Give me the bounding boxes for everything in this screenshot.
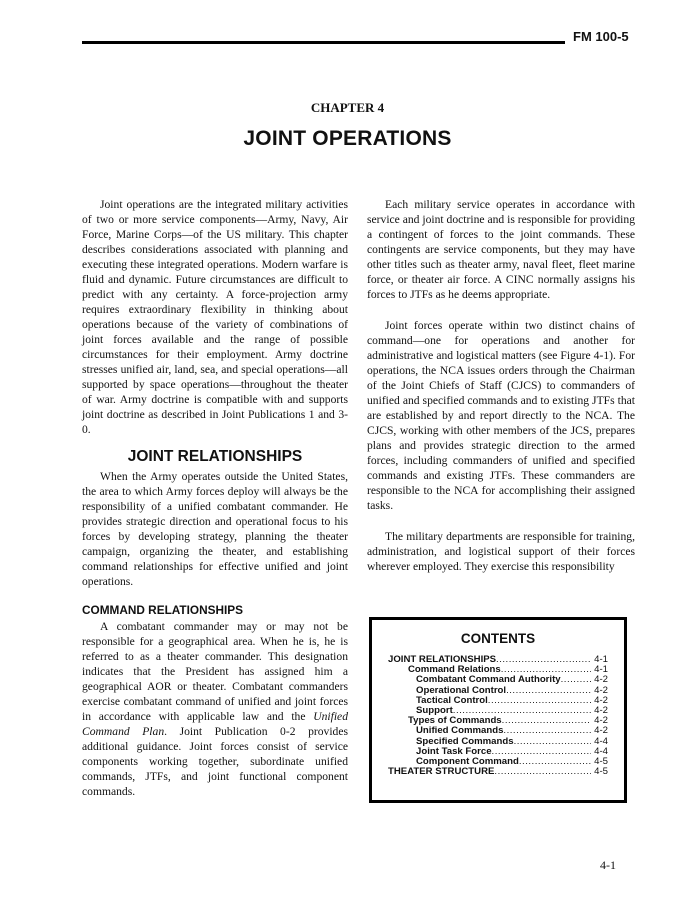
contents-item-leader (503, 726, 591, 736)
command-relationships-text-2: . Joint Publication 0-2 provides additional guidance. Joint forces consist of service components working together, subordinate unified commands, JTFs, and joint functional component commands. (82, 725, 348, 798)
section-heading-joint-relationships: JOINT RELATIONSHIPS (127, 448, 303, 465)
contents-item-label: JOINT RELATIONSHIPS (388, 654, 497, 665)
contents-item-page: 4-2 (594, 684, 608, 696)
contents-item-leader (502, 716, 591, 726)
contents-item-label: Component Command (416, 756, 519, 768)
contents-item-label: Tactical Control (416, 694, 488, 706)
contents-item-page: 4-4 (594, 745, 608, 757)
contents-item-leader (488, 696, 591, 706)
contents-item-label: Types of Commands (408, 715, 502, 727)
contents-item-page: 4-1 (594, 664, 608, 676)
header-rule (82, 41, 565, 44)
command-relationships-paragraph (82, 619, 348, 799)
contents-item-label: Joint Task Force (416, 745, 492, 757)
contents-title: CONTENTS (460, 631, 536, 646)
contents-item-label: Specified Commands (416, 735, 514, 747)
joint-relationships-paragraph: When the Army operates outside the United States, the area to which Army forces deploy will always be the responsibility of a unified combatant commander. He provides strategic direction and operational focus to his forces by developing strategy, planning the theater campaign, organizing the theater, and establishing command relationships for effective unified and joint operations. (82, 470, 348, 588)
contents-item-leader (494, 767, 591, 777)
service-components-paragraph: Each military service operates in accordance with service and joint doctrine and is responsible for providing a contingent of forces to the joint commands. These contingents are service components, but they may have other titles such as theater army, naval fleet, fleet marine force, or theater air force. A CINC normally assigns his forces to JTFs as he deems appropriate. (367, 198, 635, 301)
unified-command-plan-title: Unified Command Plan (82, 710, 348, 738)
contents-item-page: 4-2 (594, 674, 608, 686)
contents-item-page: 4-2 (594, 715, 608, 727)
contents-item-leader (561, 675, 592, 685)
contents-item-page: 4-2 (594, 694, 608, 706)
contents-item (388, 767, 608, 777)
chapter-title: JOINT OPERATIONS (243, 127, 452, 150)
contents-item-page: 4-2 (594, 705, 608, 717)
contents-item-page: 4-2 (594, 725, 608, 737)
contents-item-label: Operational Control (416, 684, 507, 696)
contents-item-label: Unified Commands (416, 725, 504, 737)
contents-item-label: Combatant Command Authority (416, 674, 561, 686)
contents-item-page: 4-1 (594, 654, 608, 665)
contents-item-page: 4-5 (594, 756, 608, 768)
subsection-heading-command-relationships: COMMAND RELATIONSHIPS (82, 603, 244, 617)
contents-item-label: Support (416, 705, 453, 717)
contents-item-leader (506, 686, 591, 696)
contents-item-leader (496, 655, 591, 665)
chains-of-command-paragraph: Joint forces operate within two distinct chains of command—one for operations and another for administrative and logistical matters (see Figure 4-1). For operations, the NCA issues orders through the Chairman of the Joint Chiefs of Staff (CJCS) to commanders of unified and specified commands and to existing JTFs that are established by and report directly to the NCA. The CJCS, working with other members of the JCS, prepares plans and provides strategic direction to the armed forces, including commanders of unified and specified commands and existing JTFs. These commanders are responsible to the NCA for accomplishing their assigned tasks. (367, 319, 635, 512)
chapter-label: CHAPTER 4 (310, 100, 385, 115)
contents-item-leader (514, 737, 592, 747)
left-column (82, 197, 348, 799)
page-number: 4-1 (600, 858, 616, 872)
contents-item-page: 4-4 (594, 735, 608, 747)
military-departments-paragraph: The military departments are responsible for training, administration, and logistical support of their forces wherever employed. They exercise this responsibility (367, 530, 635, 573)
contents-item-leader (519, 757, 591, 767)
contents-item-page: 4-5 (594, 766, 608, 778)
intro-paragraph: Joint operations are the integrated military activities of two or more service components—Army, Navy, Air Force, Marine Corps—of the US military. This chapter describes considerations associated with planning and executing these integrated operations. Modern warfare is fluid and dynamic. Future circumstances are difficult to predict with any certainty. A force-projection army requires extraordinary flexibility in thinking about operations because of the variety of combinations of joint forces available and the range of possible circumstances for their employment. Army doctrine stresses unified air, land, sea, and special operations—all supported by space operations—throughout the theater of war. Army doctrine is compatible with and supports joint doctrine as described in Joint Publications 1 and 3-0. (82, 198, 348, 436)
contents-list (372, 655, 624, 777)
contents-item-label: THEATER STRUCTURE (388, 766, 495, 778)
command-relationships-text-1: A combatant commander may or may not be responsible for a geographical area. When he is, he is referred to as a theater commander. This designation indicates that the President has assigned him a geographical AOR or theater. Combatant commanders exercise combatant command of unified and joint forces in accordance with applicable law and the (82, 620, 348, 723)
contents-item-label: Command Relations (408, 664, 501, 676)
manual-id: FM 100-5 (573, 29, 629, 44)
contents-box (369, 617, 627, 803)
right-column (367, 197, 635, 574)
